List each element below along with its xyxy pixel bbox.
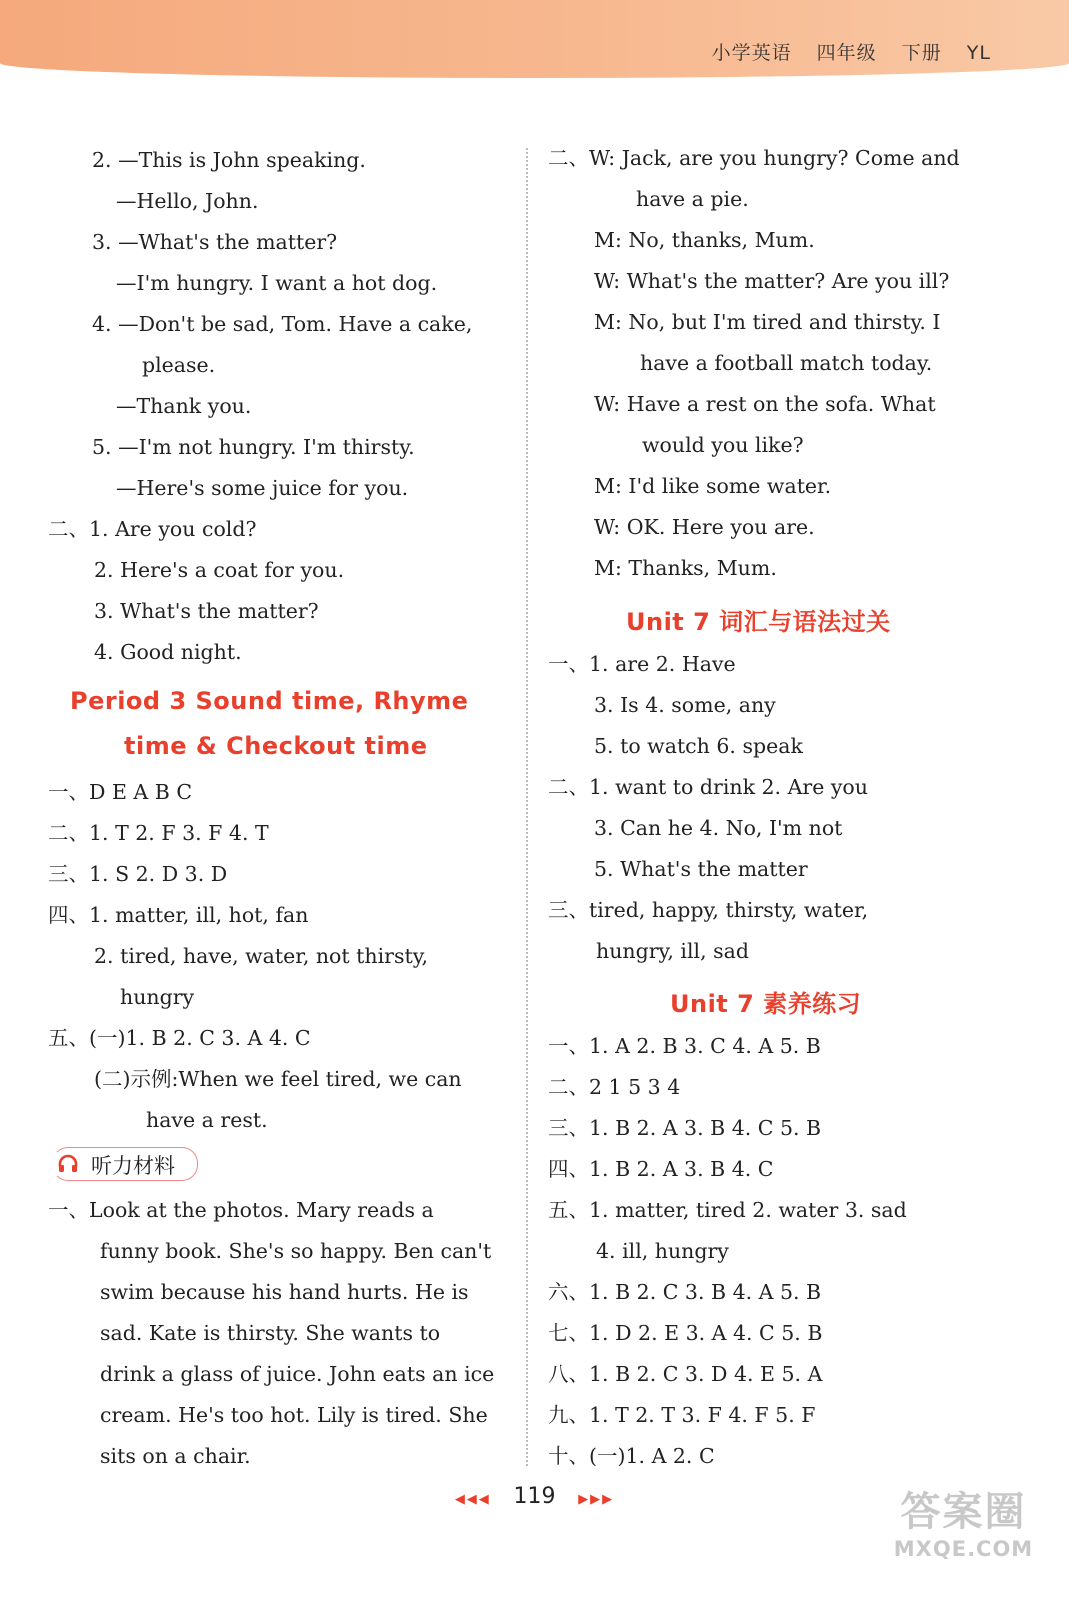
header-term: 下册 <box>901 42 942 64</box>
answer-line: 一、1. A 2. B 3. C 4. A 5. B <box>548 1034 821 1058</box>
answer-line: (二)示例:When we feel tired, we can <box>94 1067 462 1091</box>
answer-line: 八、1. B 2. C 3. D 4. E 5. A <box>548 1362 823 1386</box>
answer-line: 四、1. B 2. A 3. B 4. C <box>548 1157 774 1181</box>
answer-line: 三、1. S 2. D 3. D <box>48 862 228 886</box>
answer-line: 5. —I'm not hungry. I'm thirsty. <box>92 435 415 459</box>
answer-line: 二、1. Are you cold? <box>48 517 257 541</box>
period-heading-line2: time & Checkout time <box>124 732 428 760</box>
answer-line: 3. —What's the matter? <box>92 230 338 254</box>
unit7-vocab-heading: Unit 7 词汇与语法过关 <box>626 608 891 636</box>
listening-line: 一、Look at the photos. Mary reads a <box>48 1198 434 1222</box>
dialogue-line: M: Thanks, Mum. <box>594 556 777 580</box>
watermark-title: 答案圈 <box>900 1489 1027 1535</box>
dialogue-line: W: Have a rest on the sofa. What <box>594 392 936 416</box>
answer-line: 四、1. matter, ill, hot, fan <box>48 903 309 927</box>
answer-line: —Hello, John. <box>116 189 259 213</box>
answer-line: 二、1. T 2. F 3. F 4. T <box>48 821 269 845</box>
header-subject: 小学英语 <box>711 42 792 64</box>
answer-line: 三、1. B 2. A 3. B 4. C 5. B <box>548 1116 822 1140</box>
listening-line: sad. Kate is thirsty. She wants to <box>100 1321 441 1345</box>
prev-arrows-icon: ◀◀◀ <box>454 1492 491 1507</box>
answer-line: 五、(一)1. B 2. C 3. A 4. C <box>48 1026 311 1050</box>
dialogue-line: M: No, thanks, Mum. <box>594 228 815 252</box>
answer-line: 3. Can he 4. No, I'm not <box>594 816 843 840</box>
listening-line: swim because his hand hurts. He is <box>100 1280 469 1304</box>
answer-line: 二、2 1 5 3 4 <box>548 1075 681 1099</box>
answer-line: hungry <box>120 985 195 1009</box>
dialogue-line: W: What's the matter? Are you ill? <box>594 269 950 293</box>
listening-line: sits on a chair. <box>100 1444 251 1468</box>
answer-line: 十、(一)1. A 2. C <box>548 1444 715 1468</box>
dialogue-line: M: I'd like some water. <box>594 474 832 498</box>
answer-line: 二、1. want to drink 2. Are you <box>548 775 868 799</box>
answer-line: 三、tired, happy, thirsty, water, <box>548 898 869 922</box>
answer-line: 九、1. T 2. T 3. F 4. F 5. F <box>548 1403 816 1427</box>
watermark-url: MXQE.COM <box>893 1537 1034 1561</box>
answer-line: 2. Here's a coat for you. <box>94 558 345 582</box>
answer-line: please. <box>142 353 216 377</box>
answer-line: 2. —This is John speaking. <box>92 148 366 172</box>
answer-line: —Thank you. <box>116 394 252 418</box>
answer-line: 七、1. D 2. E 3. A 4. C 5. B <box>548 1321 823 1345</box>
answer-line: —I'm hungry. I want a hot dog. <box>116 271 438 295</box>
page-number: 119 <box>513 1484 556 1509</box>
column-divider <box>526 148 528 1466</box>
listening-line: drink a glass of juice. John eats an ice <box>100 1362 495 1386</box>
answer-line: 六、1. B 2. C 3. B 4. A 5. B <box>548 1280 822 1304</box>
period-heading-line1: Period 3 Sound time, Rhyme <box>70 687 469 715</box>
dialogue-line: W: OK. Here you are. <box>594 515 815 539</box>
answer-line: 一、1. are 2. Have <box>548 652 736 676</box>
dialogue-line: have a pie. <box>636 187 749 211</box>
header-edition: YL <box>966 42 991 64</box>
dialogue-line: 二、W: Jack, are you hungry? Come and <box>548 146 960 170</box>
answer-line: 3. What's the matter? <box>94 599 319 623</box>
headphones-icon <box>57 1153 79 1175</box>
answer-line: 5. to watch 6. speak <box>594 734 803 758</box>
answer-line: 2. tired, have, water, not thirsty, <box>94 944 429 968</box>
watermark <box>876 1480 1051 1580</box>
answer-line: hungry, ill, sad <box>596 939 749 963</box>
listening-line: cream. He's too hot. Lily is tired. She <box>100 1403 488 1427</box>
answer-line: have a rest. <box>146 1108 268 1132</box>
answer-line: 4. Good night. <box>94 640 242 664</box>
next-arrows-icon: ▶▶▶ <box>578 1492 615 1507</box>
answer-line: —Here's some juice for you. <box>116 476 409 500</box>
listening-line: funny book. She's so happy. Ben can't <box>100 1239 492 1263</box>
answer-line: 一、D E A B C <box>48 780 193 804</box>
unit7-practice-heading: Unit 7 素养练习 <box>670 990 862 1018</box>
answer-line: 4. ill, hungry <box>596 1239 729 1263</box>
listening-badge <box>52 1147 198 1181</box>
answer-line: 4. —Don't be sad, Tom. Have a cake, <box>92 312 473 336</box>
header-grade: 四年级 <box>816 42 877 64</box>
dialogue-line: M: No, but I'm tired and thirsty. I <box>594 310 941 334</box>
answer-line: 5. What's the matter <box>594 857 808 881</box>
listening-label: 听力材料 <box>91 1154 175 1178</box>
answer-line: 3. Is 4. some, any <box>594 693 776 717</box>
answer-line: 五、1. matter, tired 2. water 3. sad <box>548 1198 907 1222</box>
dialogue-line: have a football match today. <box>640 351 933 375</box>
header-info <box>694 38 991 65</box>
dialogue-line: would you like? <box>642 433 804 457</box>
